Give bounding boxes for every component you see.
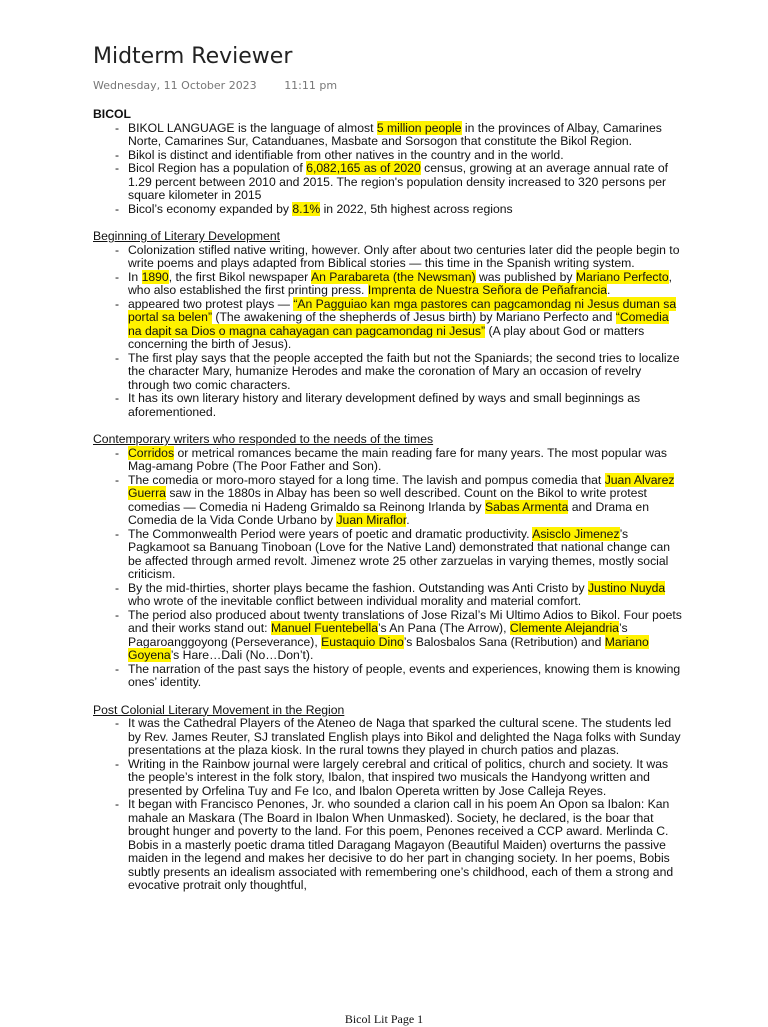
section-heading: Beginning of Literary Development [93, 229, 280, 243]
page-footer: Bicol Lit Page 1 [344, 1012, 424, 1026]
bullet-item [93, 528, 683, 582]
page-meta [93, 79, 337, 92]
notes-content [93, 108, 683, 893]
text-run: . [606, 283, 611, 297]
text-run: The comedia or moro-moro stayed for a long time. The lavish and pompus comedia that [128, 472, 605, 487]
highlighted-text: Justino Nuyda [587, 580, 666, 595]
text-run: who wrote of the inevitable conflict between individual morality and material comfort. [128, 594, 582, 608]
highlighted-text: An Parabareta (the Newsman) [310, 269, 476, 284]
highlighted-text: Manuel Fuentebella [270, 621, 379, 635]
bullet-list [93, 244, 683, 420]
bullet-item [93, 162, 683, 203]
text-run: . [406, 513, 410, 527]
bullet-item [93, 149, 683, 163]
text-run: It was the Cathedral Players of the Ateneo de Naga that sparked the cultural scene. The students led by Rev. James Reuter, SJ translated English plays into Bikol and delighted the Naga folks with Sunday presentations at the plaza kiosk. In the rural towns they played in church patios and plazas. [128, 716, 681, 757]
text-run: The period also produced about twenty translations of Jose Rizal’s Mi Ultimo Adios to Bikol. Four poets and their works stand out: [128, 607, 682, 635]
highlighted-text: “Comedia na dapit sa Dios o magna cahayagan can pagcamondag ni Jesus” [128, 310, 669, 338]
highlighted-text: Sabas Armenta [485, 499, 569, 514]
highlighted-text: Imprenta de Nuestra Señora de Peñafrancia [367, 283, 607, 297]
text-run: ’s Pagaroanggoyong (Perseverance), [128, 621, 628, 649]
text-run: or metrical romances became the main reading fare for many years. The most popular was Mag-amang Pobre (The Poor Father and Son). [128, 445, 667, 473]
bullet-item [93, 474, 683, 528]
highlighted-text: Clemente Alejandria [509, 621, 619, 635]
bullet-list [93, 447, 683, 690]
bullet-list [93, 717, 683, 893]
text-run: By the mid-thirties, shorter plays became the fashion. Outstanding was Anti Cristo by [128, 580, 588, 595]
text-run: in 2022, 5th highest across regions [320, 201, 513, 216]
text-run: Writing in the Rainbow journal were largely cerebral and critical of politics, church and society. It was the people’s interest in the folk story, Ibalon, that inspired two musicals the Handyong written and presented by Orfelina Tuy and Fe Ico, and Ibalon Opereta written by Jose Calleja Reyes. [128, 756, 669, 798]
text-run: ’s Balosbalos Sana (Retribution) and [403, 634, 605, 649]
text-run: It has its own literary history and literary development defined by ways and small beginnings as aforementioned. [128, 391, 641, 419]
highlighted-text: 8.1% [292, 201, 321, 216]
text-run: (A play about God or matters concerning the birth of Jesus). [128, 323, 645, 351]
bullet-item [93, 758, 683, 799]
text-run: The narration of the past says the history of people, events and experiences, knowing them is knowing ones’ identity. [128, 661, 681, 689]
text-run: in the provinces of Albay, Camarines Norte, Camarines Sur, Catanduanes, Masbate and Sorsogon that constitute the Bikol Region. [128, 120, 662, 148]
text-run: ’s An Pana (The Arrow), [378, 621, 510, 635]
section-heading: Contemporary writers who responded to the needs of the times [93, 432, 434, 446]
bullet-item [93, 798, 683, 893]
text-run: ’s Pagkamoot sa Banuang Tinoboan (Love for the Native Land) demonstrated that national change can be affected through armed revolt. Jimenez wrote 25 other zarzuelas in varying themes, mostly social criticism. [128, 526, 671, 581]
section-heading: BICOL [93, 107, 131, 121]
highlighted-text: Eustaquio Dino [321, 634, 404, 649]
text-run: (The awakening of the shepherds of Jesus birth) by Mariano Perfecto and [212, 310, 616, 324]
text-run: Bicol Region has a population of [128, 161, 307, 175]
bullet-item [93, 392, 683, 419]
highlighted-text: Mariano Perfecto [575, 269, 669, 284]
text-run: The Commonwealth Period were years of poetic and dramatic productivity. [128, 526, 533, 541]
highlighted-text: Asisclo Jimenez [532, 526, 620, 541]
text-run: It began with Francisco Penones, Jr. who sounded a clarion call in his poem An Opon sa Ibalon: Kan mahale an Maskara (The Board in Ibalon When Unmasked). Society, he declared, is the boar that brought hunger and poverty to the land. For this poem, Penones received a CCP award. Merlinda C. Bobis in a masterly poetic drama titled Daragang Magayon (Beautiful Maiden) overturns the passive maiden in the legend and makes her decisive to do her part in changing society. In her poems, Bobis subtly presents an idealism associated with remembering one’s childhood, each of them a strong and evocative protrait only thoughtful, [128, 797, 674, 892]
bullet-item [93, 244, 683, 271]
highlighted-text: 5 million people [376, 120, 462, 135]
date-text: Wednesday, 11 October 2023 [93, 79, 257, 92]
text-run: appeared two protest plays — [128, 296, 294, 311]
bullet-item [93, 203, 683, 217]
highlighted-text: 6,082,165 as of 2020 [306, 161, 421, 175]
text-run: census, growing at an average annual rate of 1.29 percent between 2010 and 2015. The region's population density increased to 320 persons per square kilometer in 2015 [128, 161, 669, 202]
bullet-list [93, 122, 683, 217]
page-title: Midterm Reviewer [93, 44, 293, 69]
bullet-item [93, 717, 683, 758]
text-run: , who also established the first printing press. [128, 269, 673, 297]
section-heading: Post Colonial Literary Movement in the Region [93, 702, 345, 717]
time-text: 11:11 pm [284, 79, 338, 92]
highlighted-text: “An Pagguiao kan mga pastores can pagcamondag ni Jesus duman sa portal sa belen” [128, 296, 677, 324]
highlighted-text: Juan Alvarez Guerra [128, 472, 675, 500]
bullet-item [93, 298, 683, 352]
text-run: The first play says that the people accepted the faith but not the Spaniards; the second tries to localize the character Mary, humanize Herodes and make the coronation of Mary an occasion of revelry through two comic characters. [128, 350, 680, 392]
text-run: Colonization stifled native writing, however. Only after about two centuries later did the people begin to write poems and plays adapted from Biblical stories — this time in the Spanish writing system. [128, 242, 680, 270]
highlighted-text: Juan Miraflor [336, 513, 407, 527]
bullet-item [93, 352, 683, 393]
text-run: ’s Hare…Dali (No…Don’t). [170, 648, 314, 662]
text-run: Bicol’s economy expanded by [128, 201, 293, 216]
bullet-item [93, 609, 683, 663]
text-run: , the first Bikol newspaper [168, 269, 311, 284]
bullet-item [93, 663, 683, 690]
bullet-item [93, 582, 683, 609]
bullet-item [93, 447, 683, 474]
highlighted-text: Mariano Goyena [128, 634, 649, 662]
text-run: saw in the 1880s in Albay has been so well described. Count on the Bikol to write protest comedias — Comedia ni Hadeng Grimaldo sa Reinong Irlanda by [128, 486, 647, 514]
highlighted-text: Corridos [128, 445, 175, 460]
bullet-item [93, 122, 683, 149]
bullet-item [93, 271, 683, 298]
text-run: BIKOL LANGUAGE is the language of almost [128, 120, 377, 135]
text-run: was published by [475, 269, 576, 284]
text-run: and Drama en Comedia de la Vida Conde Urbano by [128, 499, 649, 527]
text-run: In [128, 269, 142, 284]
highlighted-text: 1890 [141, 269, 169, 284]
text-run: Bikol is distinct and identifiable from other natives in the country and in the world. [128, 147, 564, 162]
